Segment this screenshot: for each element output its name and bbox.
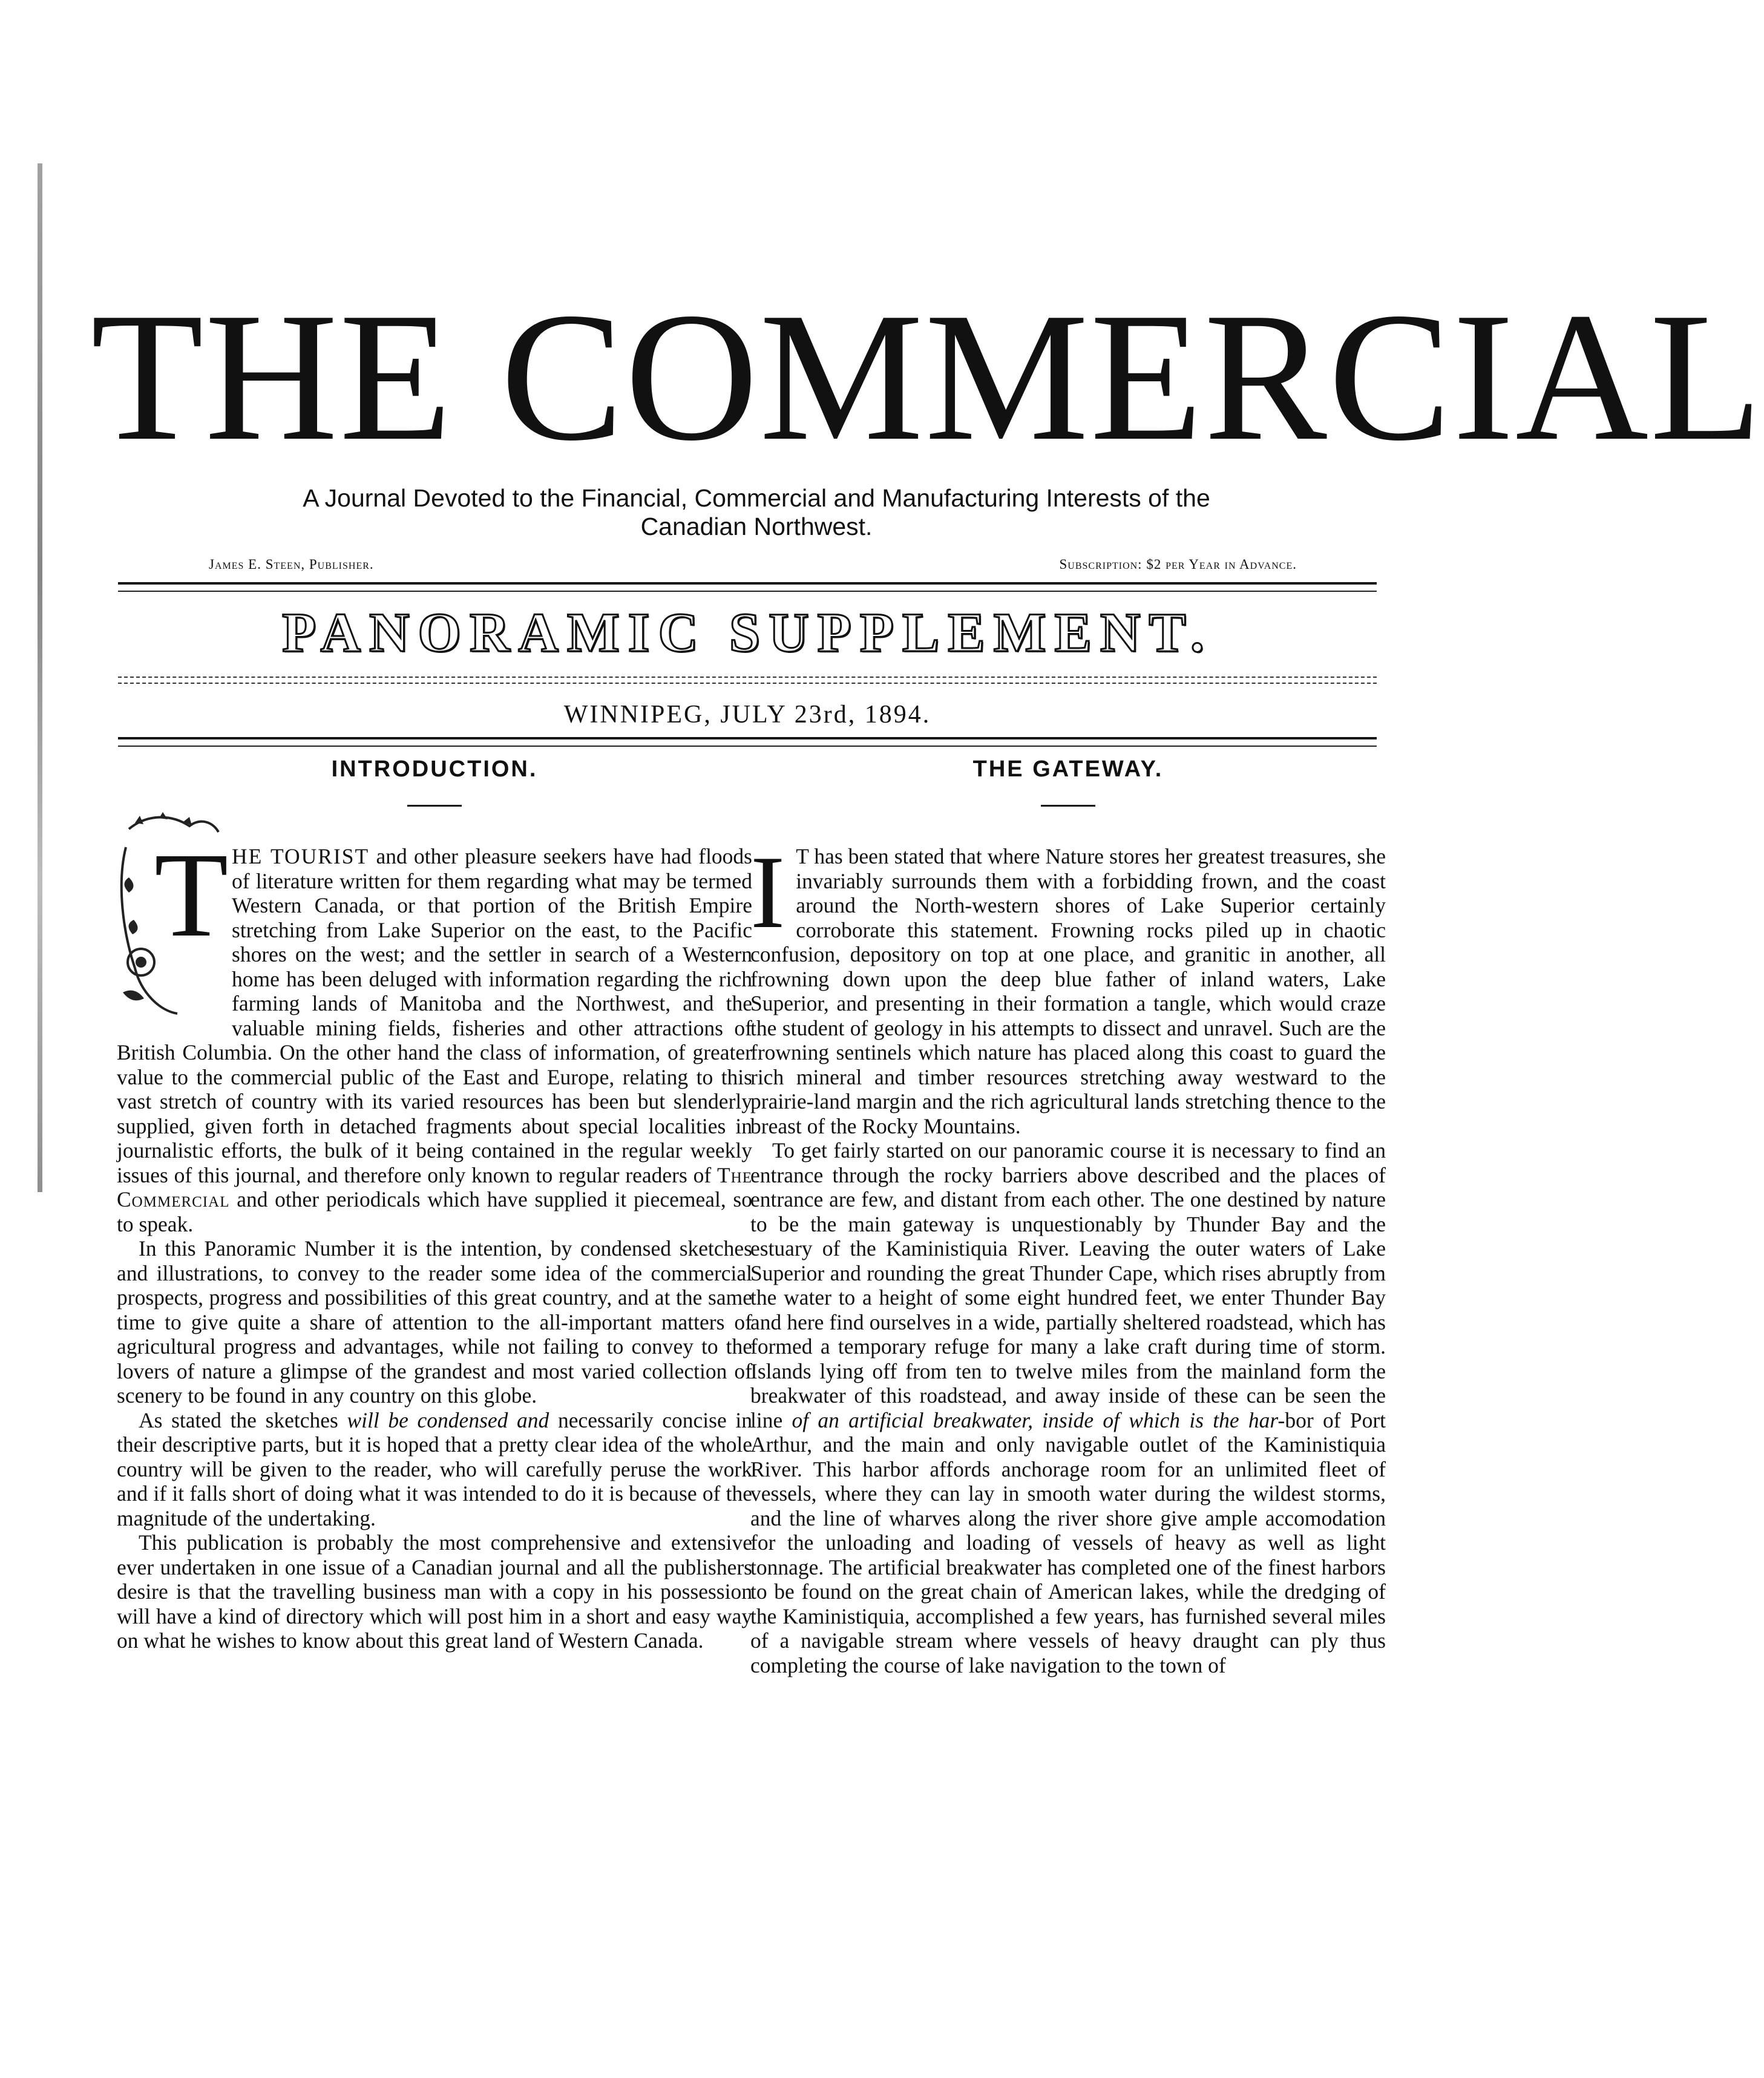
dateline: WINNIPEG, JULY 23rd, 1894. — [563, 701, 931, 729]
introduction-paragraph-2: In this Panoramic Number it is the intention, by condensed sketches and illustrations, to convey to the reader some idea of the commercial prospects, progress and possibilities of this great country, and at the same time to give quite a share of attention to the all-important matters of agricultural progress and advantages, while not failing to convey to the lovers of nature a glimpse of the grandest and most varied collection of scenery to be found in any country on this globe. — [117, 1236, 752, 1408]
gateway-text-2-rest: bor of Port Arthur, and the main and only navigable outlet of the Kaministiquia River. This harbor affords anchorage room for an unlimited fleet of vessels, where they can lay in smooth water during the wildest storms, and the line of wharves along the river shore give ample accomodation for the unloading and loading of vessels of heavy as well as light tonnage. The artificial breakwater has completed one of the finest harbors to be found on the great chain of American lakes, while the dredging of the Kaministiquia, accomplished a few years, has furnished several miles of a navigable stream where vessels of heavy draught can ply thus completing the course of lake navigation to the town of — [750, 1408, 1386, 1677]
publisher-line: James E. Steen, Publisher. — [209, 557, 374, 572]
introduction-article — [117, 828, 753, 1653]
journal-name: The Commercial — [117, 1162, 752, 1211]
introduction-text-3-rest: necessarily concise in their descriptive parts, but it is hoped that a pretty clear idea of the whole country will be given to the reader, who will carefully peruse the work and if it falls short of doing what it was intended to do it is because of the magnitude of the undertaking. — [117, 1408, 753, 1530]
gateway-text-2-italic: of an artificial breakwater, inside of which is the har- — [792, 1408, 1285, 1432]
masthead-subtitle: A Journal Devoted to the Financial, Commercial and Manufacturing Interests of the Canadian Northwest. — [303, 484, 1210, 540]
masthead-rule — [118, 582, 1377, 592]
supplement-title: PANORAMIC SUPPLEMENT. — [282, 601, 1213, 663]
gateway-heading: THE GATEWAY. — [972, 756, 1164, 782]
dateline-rule — [118, 737, 1377, 747]
introduction-text-1-end: and other periodicals which have supplied it piecemeal, so to speak. — [117, 1187, 752, 1236]
introduction-paragraph-4: This publication is probably the most comprehensive and extensive ever undertaken in one issue of a Canadian journal and all the publishers desire is that the travelling business man with a copy in his possession will have a kind of directory which will post him in a short and easy way on what he wishes to know about this great land of Western Canada. — [117, 1530, 752, 1653]
gateway-heading-rule — [1041, 805, 1095, 807]
gateway-text-1: T has been stated that where Nature stores her greatest treasures, she invariably surrounds them with a forbidding frown, and the coast around the North-western shores of Lake Superior certainly corroborate this statement. Frowning rocks piled up in chaotic confusion, depository on top at one place, and granitic in another, all frowning down upon the deep blue father of inland waters, Lake Superior, and presenting in their formation a tangle, which would craze the student of geology in his attempts to dissect and unravel. Such are the frowning sentinels which nature has placed along this coast to guard the rich mineral and timber resources stretching away westward to the prairie-land margin and the rich agricultural lands stretching thence to the breast of the Rocky Mountains. — [750, 844, 1386, 1138]
introduction-heading-rule — [407, 805, 462, 807]
gateway-paragraph-2 — [750, 1138, 1386, 1677]
gateway-text-2-start: To get fairly started on our panoramic course it is necessary to find an entrance through the rocky barriers above described and the places of entrance are few, and distant from each other. The one destined by nature to be the main gateway is unquestionably by Thunder Bay and the estuary of the Kaministiquia River. Leaving the outer waters of Lake Superior and rounding the great Thunder Cape, which rises abruptly from the water to a height of some eight hundred feet, we enter Thunder Bay and here find ourselves in a wide, partially sheltered roadstead, which has formed a temporary refuge for many a lake craft during time of storm. Islands lying off from ten to twelve miles from the mainland form the breakwater of this roadstead, and away inside of these can be seen the line — [750, 1138, 1386, 1432]
introduction-paragraph-1 — [117, 828, 752, 1236]
gateway-paragraph-1 — [750, 835, 1386, 1138]
binding-edge-mark — [38, 163, 42, 1192]
introduction-text-1: and other pleasure seekers have had floods of literature written for them regarding what may be termed Western Canada, or that portion of the British Empire stretching from Lake Superior on the east, to the Pacific shores on the west; and the settler in search of a Western home has been deluged with information regarding the rich farming lands of Manitoba and the Northwest, and the valuable mining fields, fisheries and other attractions of British Columbia. On the other hand the class of information, of greater value to the commercial public of the East and Europe, relating to this vast stretch of country with its varied resources has been but slenderly supplied, given forth in detached fragments about special localities in journalistic efforts, the bulk of it being contained in the regular weekly issues of this journal, and therefore only known to regular readers of — [117, 844, 752, 1187]
ornamental-dropcap — [117, 811, 229, 1023]
gateway-article — [750, 835, 1386, 1677]
introduction-heading: INTRODUCTION. — [331, 756, 538, 782]
introduction-text-3-italic: will be condensed and — [347, 1408, 549, 1432]
introduction-paragraph-3 — [117, 1408, 752, 1531]
introduction-dropcap-letter: T — [154, 828, 229, 962]
subscription-line: Subscription: $2 per Year in Advance. — [1059, 557, 1297, 572]
gateway-dropcap-letter: I — [750, 835, 785, 950]
masthead-title: THE COMMERCIAL — [91, 274, 1764, 479]
introduction-text-3-start: As stated the sketches — [139, 1408, 347, 1432]
supplement-rule-top — [118, 677, 1377, 678]
introduction-lead-caps: HE TOURIST — [232, 844, 370, 868]
supplement-rule-bottom — [118, 683, 1377, 684]
